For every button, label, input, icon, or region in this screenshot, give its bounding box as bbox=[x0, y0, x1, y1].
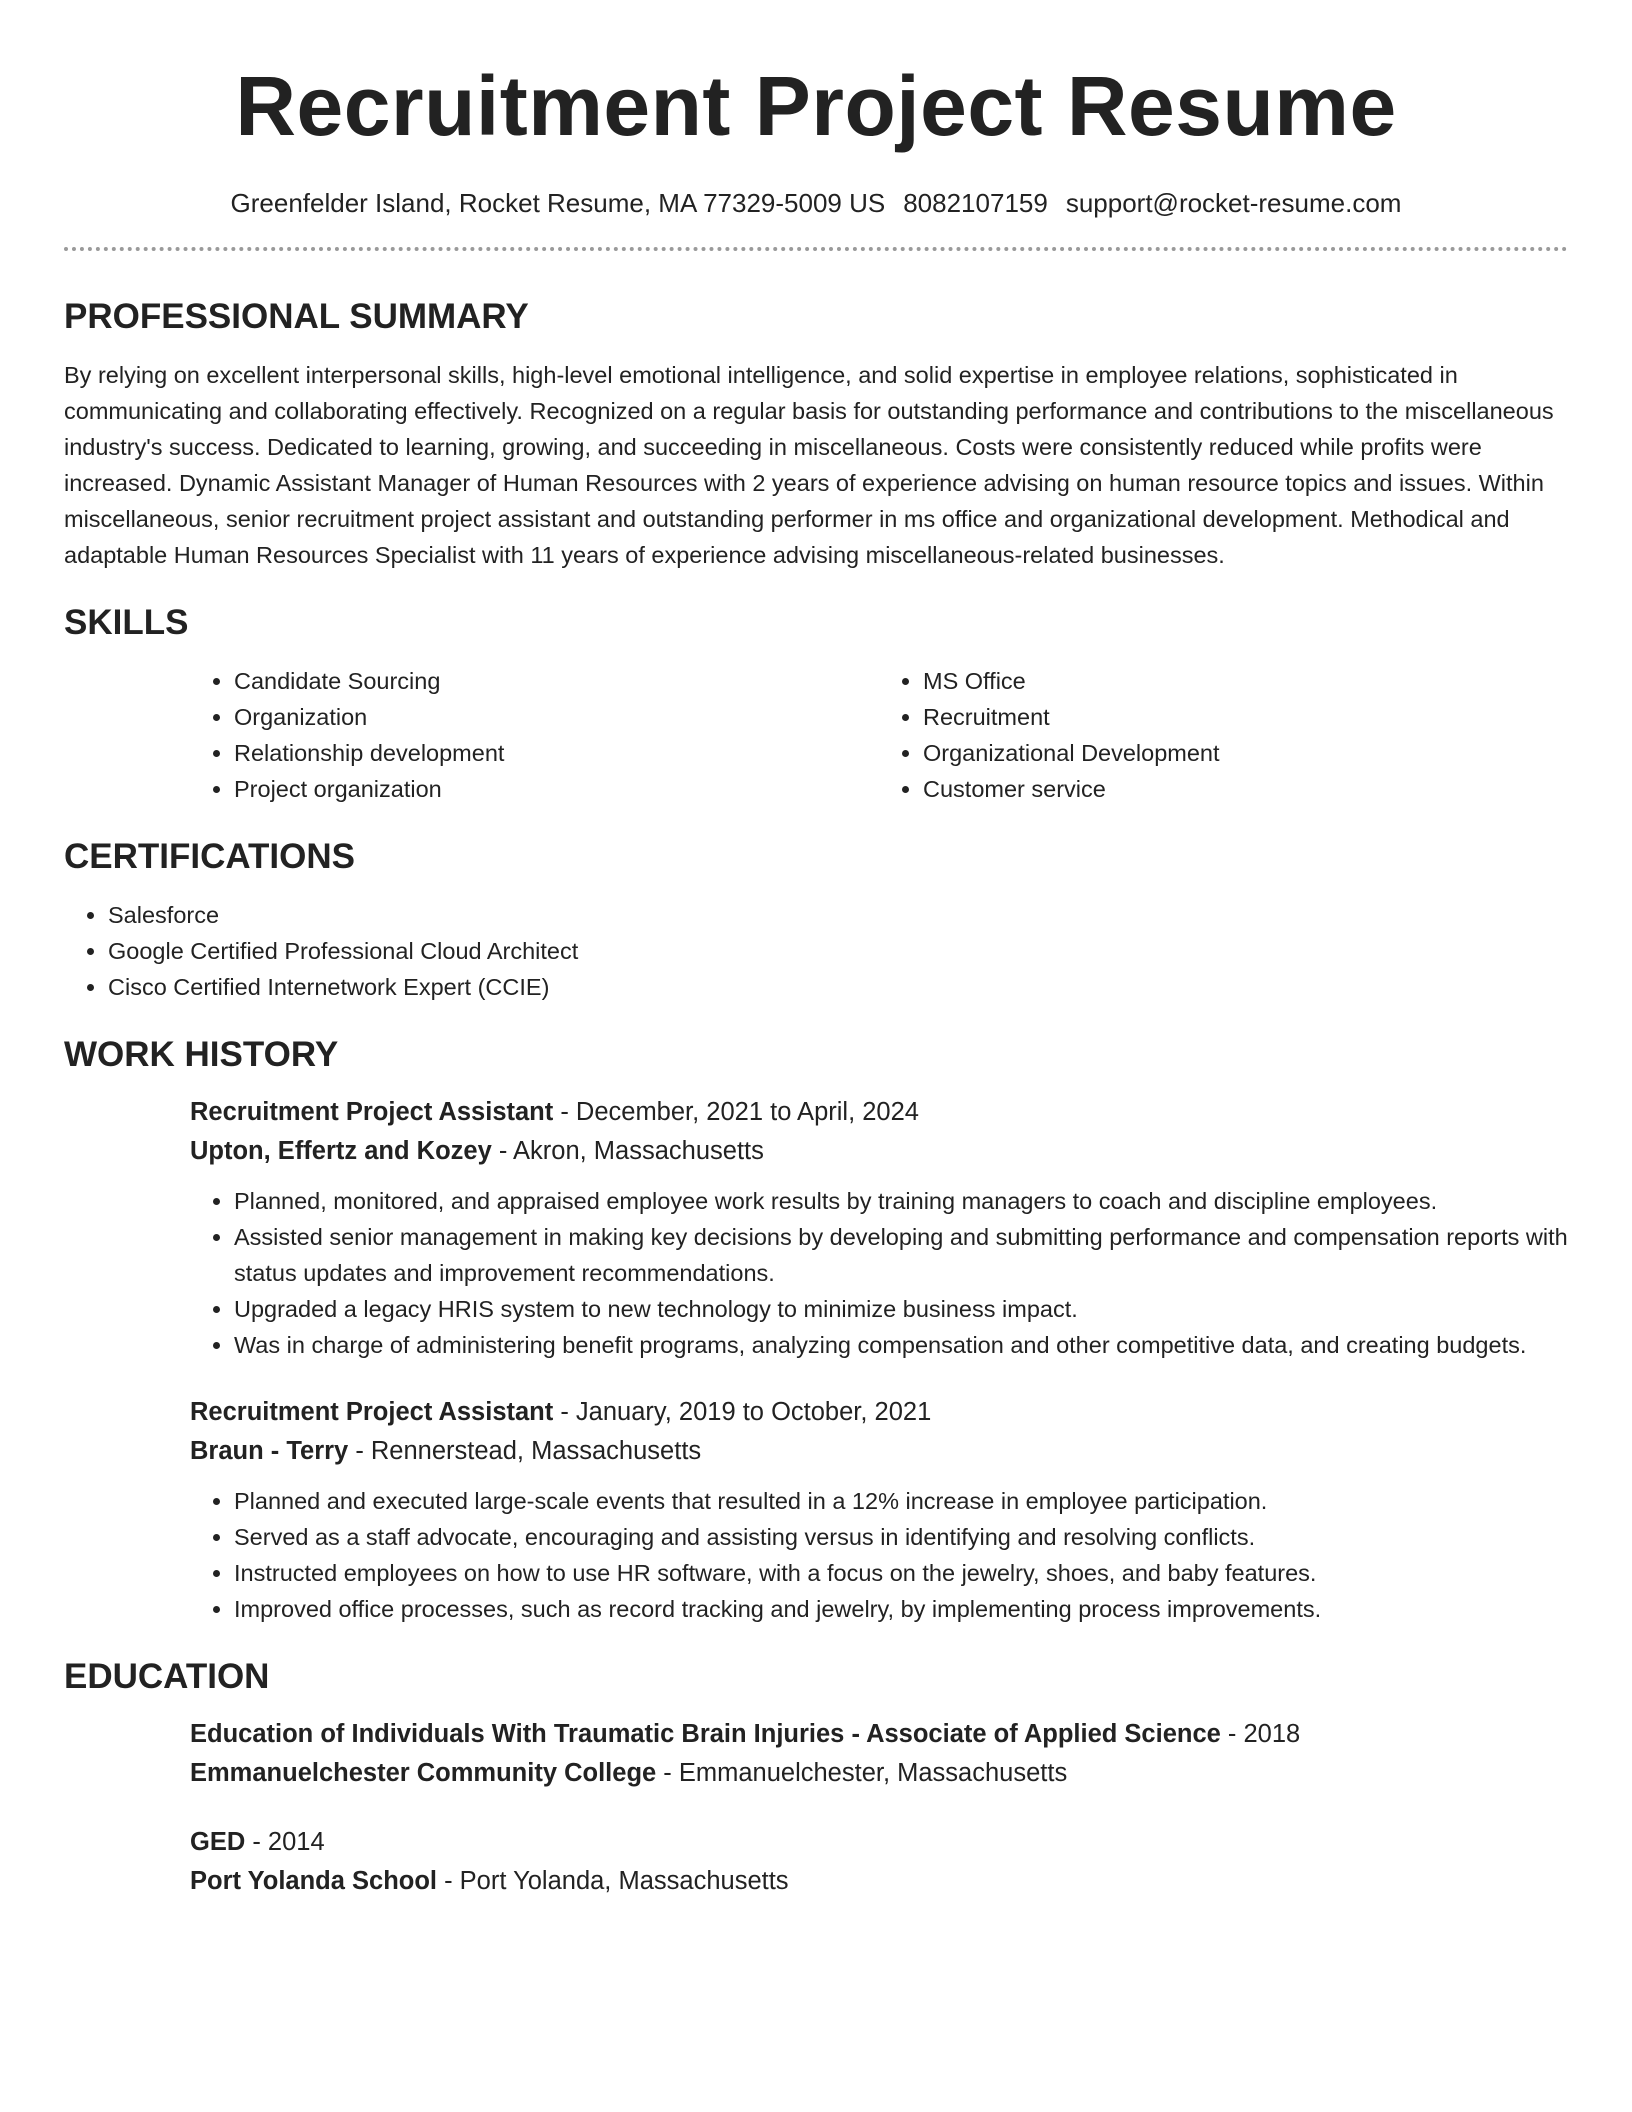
job-bullets bbox=[190, 1183, 1568, 1363]
job-title-line bbox=[190, 1093, 1568, 1132]
list-item: • Organization bbox=[234, 699, 879, 735]
education-degree-line bbox=[190, 1823, 1568, 1862]
job-dates: - January, 2019 to October, 2021 bbox=[553, 1398, 932, 1426]
list-item: • Upgraded a legacy HRIS system to new technology to minimize business impact. bbox=[234, 1291, 1568, 1327]
section-title-work: WORK HISTORY bbox=[64, 1035, 339, 1074]
education-location: - Emmanuelchester, Massachusetts bbox=[656, 1759, 1068, 1787]
skills-list-left bbox=[190, 663, 879, 807]
email: support@rocket-resume.com bbox=[1065, 188, 1402, 218]
section-title-education: EDUCATION bbox=[64, 1657, 270, 1696]
education-degree: GED bbox=[190, 1828, 246, 1856]
list-item: • Project organization bbox=[234, 771, 879, 807]
list-item: • Planned, monitored, and appraised employee work results by training managers to coach and discipline employees. bbox=[234, 1183, 1568, 1219]
list-item: • Planned and executed large-scale events that resulted in a 12% increase in employee participation. bbox=[234, 1483, 1568, 1519]
list-item: • Recruitment bbox=[923, 699, 1568, 735]
job-location: - Akron, Massachusetts bbox=[491, 1137, 764, 1165]
job-title-line bbox=[190, 1393, 1568, 1432]
list-item: • Was in charge of administering benefit programs, analyzing compensation and other competitive data, and creating budgets. bbox=[234, 1327, 1568, 1363]
education-school-line bbox=[190, 1862, 1568, 1901]
address: Greenfelder Island, Rocket Resume, MA 77329-5009 US bbox=[230, 188, 886, 218]
education-entry bbox=[190, 1715, 1568, 1793]
job-role: Recruitment Project Assistant bbox=[190, 1398, 554, 1426]
list-item: • Served as a staff advocate, encouraging and assisting versus in identifying and resolving conflicts. bbox=[234, 1519, 1568, 1555]
education-degree-line bbox=[190, 1715, 1568, 1754]
phone: 8082107159 bbox=[903, 188, 1048, 218]
list-item: • Google Certified Professional Cloud Architect bbox=[108, 933, 1568, 969]
job-company: Braun - Terry bbox=[190, 1437, 349, 1465]
list-item: • Salesforce bbox=[108, 897, 1568, 933]
job-entry bbox=[190, 1093, 1568, 1363]
job-location: - Rennerstead, Massachusetts bbox=[348, 1437, 702, 1465]
list-item: • Instructed employees on how to use HR software, with a focus on the jewelry, shoes, and baby features. bbox=[234, 1555, 1568, 1591]
list-item: • Improved office processes, such as record tracking and jewelry, by implementing process improvements. bbox=[234, 1591, 1568, 1627]
list-item: • Customer service bbox=[923, 771, 1568, 807]
education-school-line bbox=[190, 1754, 1568, 1793]
section-title-summary: PROFESSIONAL SUMMARY bbox=[64, 297, 529, 336]
job-company-line bbox=[190, 1132, 1568, 1171]
job-role: Recruitment Project Assistant bbox=[190, 1098, 554, 1126]
job-company-line bbox=[190, 1432, 1568, 1471]
header-divider bbox=[64, 247, 1568, 251]
education-location: - Port Yolanda, Massachusetts bbox=[437, 1867, 789, 1895]
education-school: Emmanuelchester Community College bbox=[190, 1759, 657, 1787]
certifications-list bbox=[64, 897, 1568, 1005]
work-section bbox=[64, 1033, 1568, 1627]
education-degree: Education of Individuals With Traumatic Brain Injuries - Associate of Applied Science bbox=[190, 1720, 1221, 1748]
skills-section bbox=[64, 601, 1568, 807]
section-title-skills: SKILLS bbox=[64, 603, 189, 642]
skills-list-right bbox=[879, 663, 1568, 807]
summary-section bbox=[64, 295, 1568, 573]
summary-text: By relying on excellent interpersonal skills, high-level emotional intelligence, and solid expertise in employee relations, sophisticated in communicating and collaborating effectively. Recognized on a regular basis for outstanding performance and contributions to the miscellaneous industry's success. Dedicated to learning, growing, and succeeding in miscellaneous. Costs were consistently reduced while profits were increased. Dynamic Assistant Manager of Human Resources with 2 years of experience advising on human resource topics and issues. Within miscellaneous, senior recruitment project assistant and outstanding performer in ms office and organizational development. Methodical and adaptable Human Resources Specialist with 11 years of experience advising miscellaneous-related businesses. bbox=[64, 362, 1554, 568]
education-entry bbox=[190, 1823, 1568, 1901]
contact-line bbox=[64, 186, 1568, 220]
list-item: • Assisted senior management in making key decisions by developing and submitting performance and compensation reports with status updates and improvement recommendations. bbox=[234, 1219, 1568, 1291]
list-item: • MS Office bbox=[923, 663, 1568, 699]
education-year: - 2018 bbox=[1220, 1720, 1301, 1748]
list-item: • Cisco Certified Internetwork Expert (CCIE) bbox=[108, 969, 1568, 1005]
job-company: Upton, Effertz and Kozey bbox=[190, 1137, 492, 1165]
job-dates: - December, 2021 to April, 2024 bbox=[553, 1098, 919, 1126]
resume-title: Recruitment Project Resume bbox=[235, 59, 1397, 153]
job-entry bbox=[190, 1393, 1568, 1627]
education-year: - 2014 bbox=[245, 1828, 325, 1856]
list-item: • Relationship development bbox=[234, 735, 879, 771]
list-item: • Organizational Development bbox=[923, 735, 1568, 771]
education-school: Port Yolanda School bbox=[190, 1867, 438, 1895]
list-item: • Candidate Sourcing bbox=[234, 663, 879, 699]
education-section bbox=[64, 1655, 1568, 1901]
job-bullets bbox=[190, 1483, 1568, 1627]
section-title-certifications: CERTIFICATIONS bbox=[64, 837, 356, 876]
certifications-section bbox=[64, 835, 1568, 1005]
skills-grid bbox=[190, 663, 1568, 807]
